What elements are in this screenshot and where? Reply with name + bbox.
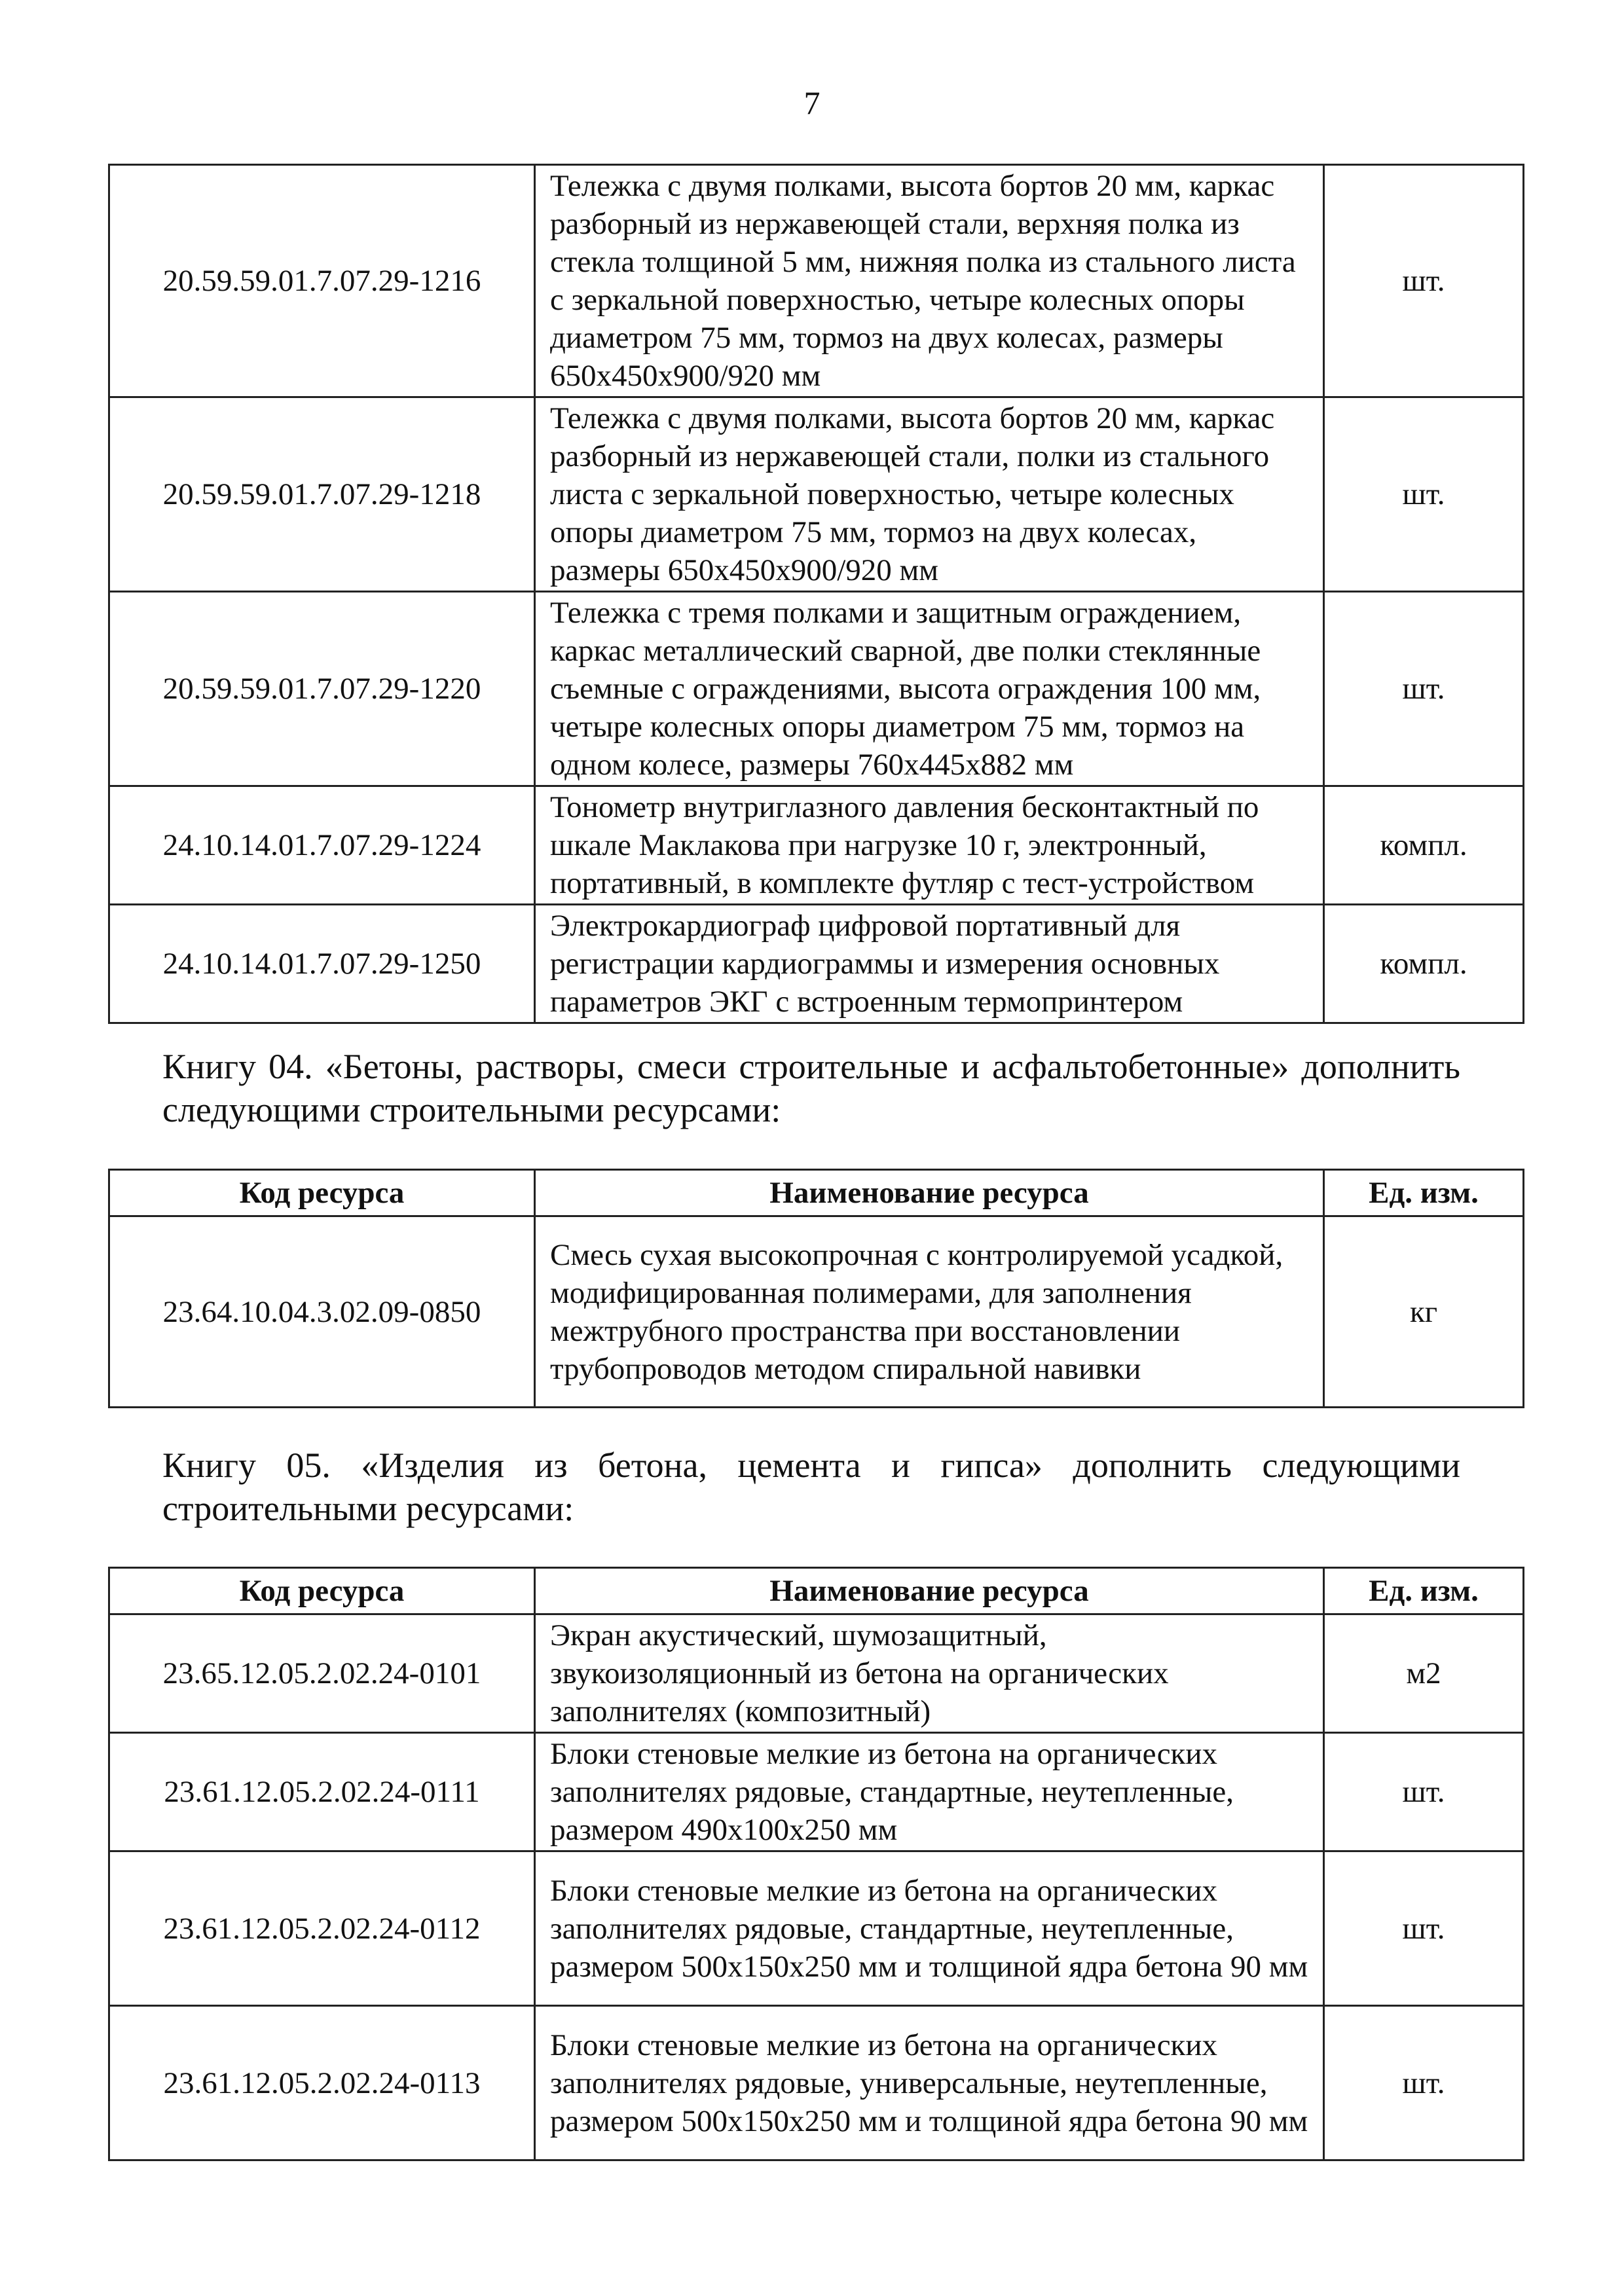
table-row [109, 905, 1524, 1023]
resource-unit: кг [1324, 1216, 1524, 1408]
resource-code: 23.61.12.05.2.02.24-0113 [109, 2006, 535, 2160]
resource-code: 24.10.14.01.7.07.29-1250 [109, 905, 535, 1023]
resource-name: Блоки стеновые мелкие из бетона на органических заполнителях рядовые, стандартные, неутепленные, размером 500x150x250 мм и толщиной ядра бетона 90 мм [535, 1851, 1324, 2006]
table-row [109, 592, 1524, 786]
header-unit: Ед. изм. [1324, 1170, 1524, 1216]
resource-unit: шт. [1324, 1851, 1524, 2006]
resource-code: 20.59.59.01.7.07.29-1218 [109, 397, 535, 592]
resource-code: 23.61.12.05.2.02.24-0111 [109, 1733, 535, 1851]
resource-code: 23.65.12.05.2.02.24-0101 [109, 1614, 535, 1733]
table-row [109, 1614, 1524, 1733]
resource-name: Тележка с двумя полками, высота бортов 20 мм, каркас разборный из нержавеющей стали, полки из стального листа с зеркальной поверхностью, четыре колесных опоры диаметром 75 мм, тормоз на двух колесах, размеры 650x450x900/920 мм [535, 397, 1324, 592]
header-code: Код ресурса [109, 1170, 535, 1216]
resource-code: 24.10.14.01.7.07.29-1224 [109, 786, 535, 905]
table-row [109, 786, 1524, 905]
resource-table-book-04 [108, 1169, 1524, 1408]
header-name: Наименование ресурса [535, 1568, 1324, 1614]
resource-name: Тележка с тремя полками и защитным ограждением, каркас металлический сварной, две полки стеклянные съемные с ограждениями, высота ограждения 100 мм, четыре колесных опоры диаметром 75 мм, тормоз на одном колесе, размеры 760x445x882 мм [535, 592, 1324, 786]
header-name: Наименование ресурса [535, 1170, 1324, 1216]
resource-unit: компл. [1324, 905, 1524, 1023]
resource-code: 20.59.59.01.7.07.29-1220 [109, 592, 535, 786]
resource-unit: шт. [1324, 165, 1524, 397]
resource-name: Экран акустический, шумозащитный, звукоизоляционный из бетона на органических заполнителях (композитный) [535, 1614, 1324, 1733]
table-row [109, 165, 1524, 397]
table-row [109, 1216, 1524, 1408]
table-row [109, 1851, 1524, 2006]
table-row [109, 397, 1524, 592]
resource-code: 23.61.12.05.2.02.24-0112 [109, 1851, 535, 2006]
header-unit: Ед. изм. [1324, 1568, 1524, 1614]
resource-code: 23.64.10.04.3.02.09-0850 [109, 1216, 535, 1408]
resource-name: Смесь сухая высокопрочная с контролируемой усадкой, модифицированная полимерами, для заполнения межтрубного пространства при восстановлении трубопроводов методом спиральной навивки [535, 1216, 1324, 1408]
table-row [109, 2006, 1524, 2160]
resource-name: Блоки стеновые мелкие из бетона на органических заполнителях рядовые, универсальные, неутепленные, размером 500x150x250 мм и толщиной ядра бетона 90 мм [535, 2006, 1324, 2160]
header-code: Код ресурса [109, 1568, 535, 1614]
resource-unit: шт. [1324, 592, 1524, 786]
resource-name: Электрокардиограф цифровой портативный для регистрации кардиограммы и измерения основных параметров ЭКГ с встроенным термопринтером [535, 905, 1324, 1023]
table-header-row [109, 1568, 1524, 1614]
resource-name: Блоки стеновые мелкие из бетона на органических заполнителях рядовые, стандартные, неутепленные, размером 490x100x250 мм [535, 1733, 1324, 1851]
resource-unit: шт. [1324, 2006, 1524, 2160]
page-number: 7 [803, 84, 821, 121]
resource-unit: м2 [1324, 1614, 1524, 1733]
resource-unit: шт. [1324, 397, 1524, 592]
resource-name: Тонометр внутриглазного давления бесконтактный по шкале Маклакова при нагрузке 10 г, электронный, портативный, в комплекте футляр с тест-устройством [535, 786, 1324, 905]
resource-unit: компл. [1324, 786, 1524, 905]
book-05-intro: Книгу 05. «Изделия из бетона, цемента и гипса» дополнить следующими строительными ресурсами: [162, 1446, 1460, 1528]
table-header-row [109, 1170, 1524, 1216]
resource-table-continuation [108, 164, 1524, 1024]
resource-table-book-05 [108, 1567, 1524, 2161]
resource-name: Тележка с двумя полками, высота бортов 20 мм, каркас разборный из нержавеющей стали, верхняя полка из стекла толщиной 5 мм, нижняя полка из стального листа с зеркальной поверхностью, четыре колесных опоры диаметром 75 мм, тормоз на двух колесах, размеры 650x450x900/920 мм [535, 165, 1324, 397]
book-04-intro: Книгу 04. «Бетоны, растворы, смеси строительные и асфальтобетонные» дополнить следующими строительными ресурсами: [162, 1047, 1460, 1129]
table-row [109, 1733, 1524, 1851]
resource-unit: шт. [1324, 1733, 1524, 1851]
resource-code: 20.59.59.01.7.07.29-1216 [109, 165, 535, 397]
